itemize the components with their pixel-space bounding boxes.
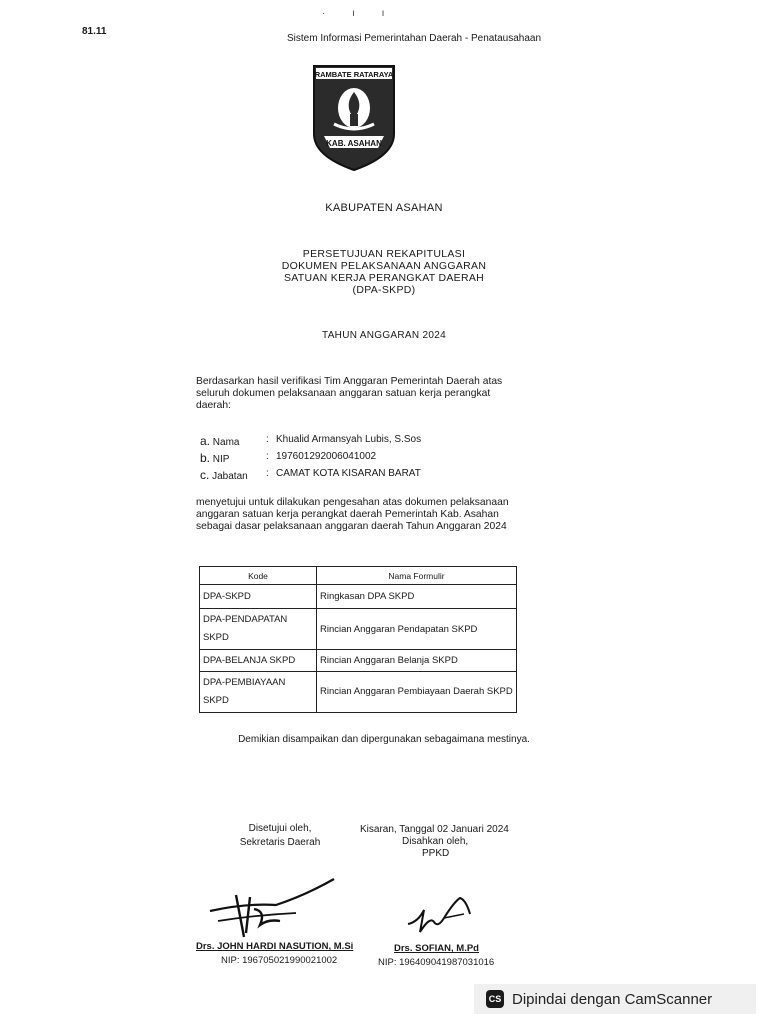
field-row-nip: b. NIP : 197601292006041002 (200, 451, 421, 468)
page-corner-mark: 81.11 (82, 26, 107, 37)
right-signatory-block (360, 824, 520, 860)
regency-name: KABUPATEN ASAHAN (325, 202, 443, 214)
field-value: 197601292006041002 (276, 451, 377, 462)
table-cell-form-name: Ringkasan DPA SKPD (317, 585, 517, 609)
left-signatory-block (210, 822, 350, 850)
table-cell-code: DPA-PEMBIAYAAN SKPD (200, 672, 317, 713)
closing-statement: Demikian disampaikan dan dipergunakan sebagaimana mestinya. (238, 734, 530, 745)
official-details (200, 434, 421, 485)
table-row (200, 609, 517, 650)
right-signatory-nip: NIP: 196409041987031016 (378, 957, 495, 968)
table-header-form-name: Nama Formulir (317, 567, 517, 585)
field-label: Jabatan (212, 471, 248, 482)
left-signatory-name: Drs. JOHN HARDI NASUTION, M.Si (196, 941, 354, 952)
camscanner-logo-icon: CS (486, 990, 504, 1008)
emblem-top-text: RAMBATE RATARAYA (314, 70, 394, 79)
table-cell-code: DPA-BELANJA SKPD (200, 650, 317, 672)
field-row-name: a. Nama : Khualid Armansyah Lubis, S.Sos (200, 434, 421, 451)
field-letter: a. (200, 434, 211, 448)
left-signature-icon (206, 875, 341, 943)
field-label: Nama (212, 437, 240, 448)
ratification-caption: Disahkan oleh, (402, 836, 469, 847)
field-row-position: c. Jabatan : CAMAT KOTA KISARAN BARAT (200, 468, 421, 485)
system-header: Sistem Informasi Pemerintahan Daerah - Penatausahaan (287, 33, 542, 44)
watermark-text: Dipindai dengan CamScanner (512, 990, 713, 1008)
title-line: DOKUMEN PELAKSANAAN ANGGARAN (281, 260, 487, 272)
approver-role: Sekretaris Daerah (239, 837, 321, 848)
table-row (200, 650, 517, 672)
intro-paragraph: Berdasarkan hasil verifikasi Tim Anggaran Pemerintah Daerah atas seluruh dokumen pelaksanaan anggaran satuan kerja perangkat daerah: (196, 376, 503, 411)
left-signatory-nip: NIP: 196705021990021002 (221, 955, 338, 966)
camscanner-watermark (474, 984, 756, 1014)
table-cell-code: DPA-PENDAPATAN SKPD (200, 609, 317, 650)
place-date: Kisaran, Tanggal 02 Januari 2024 (360, 824, 509, 835)
scan-artifact-marks: · ı ı (322, 8, 397, 19)
field-label: NIP (212, 454, 230, 465)
emblem-bottom-text: KAB. ASAHAN (326, 139, 382, 148)
table-cell-form-name: Rincian Anggaran Pembiayaan Daerah SKPD (317, 672, 517, 713)
right-signatory-name: Drs. SOFIAN, M.Pd (394, 943, 479, 954)
table-header-row (200, 567, 517, 585)
table-row (200, 585, 517, 609)
approval-paragraph: menyetujui untuk dilakukan pengesahan atas dokumen pelaksanaan anggaran satuan kerja perangkat daerah Pemerintah Kab. Asahan sebagai dasar pelaksanaan anggaran daerah Tahun Anggaran 2024 (196, 497, 509, 532)
table-cell-form-name: Rincian Anggaran Pendapatan SKPD (317, 609, 517, 650)
title-line: PERSETUJUAN REKAPITULASI (302, 248, 466, 260)
right-signature-icon (404, 888, 474, 936)
field-letter: c. (200, 468, 210, 482)
regency-coat-of-arms-icon (312, 64, 396, 172)
table-cell-code: DPA-SKPD (200, 585, 317, 609)
field-letter: b. (200, 451, 211, 465)
field-value: CAMAT KOTA KISARAN BARAT (276, 468, 421, 479)
document-title (0, 248, 768, 296)
table-row (200, 672, 517, 713)
field-value: Khualid Armansyah Lubis, S.Sos (276, 434, 422, 445)
forms-table (199, 566, 517, 713)
title-line: SATUAN KERJA PERANGKAT DAERAH (283, 272, 485, 284)
table-cell-form-name: Rincian Anggaran Belanja SKPD (317, 650, 517, 672)
ratifier-role: PPKD (422, 848, 450, 859)
approval-caption: Disetujui oleh, (248, 823, 312, 834)
table-header-code: Kode (200, 567, 317, 585)
fiscal-year: TAHUN ANGGARAN 2024 (322, 330, 446, 341)
title-line: (DPA-SKPD) (352, 284, 416, 296)
